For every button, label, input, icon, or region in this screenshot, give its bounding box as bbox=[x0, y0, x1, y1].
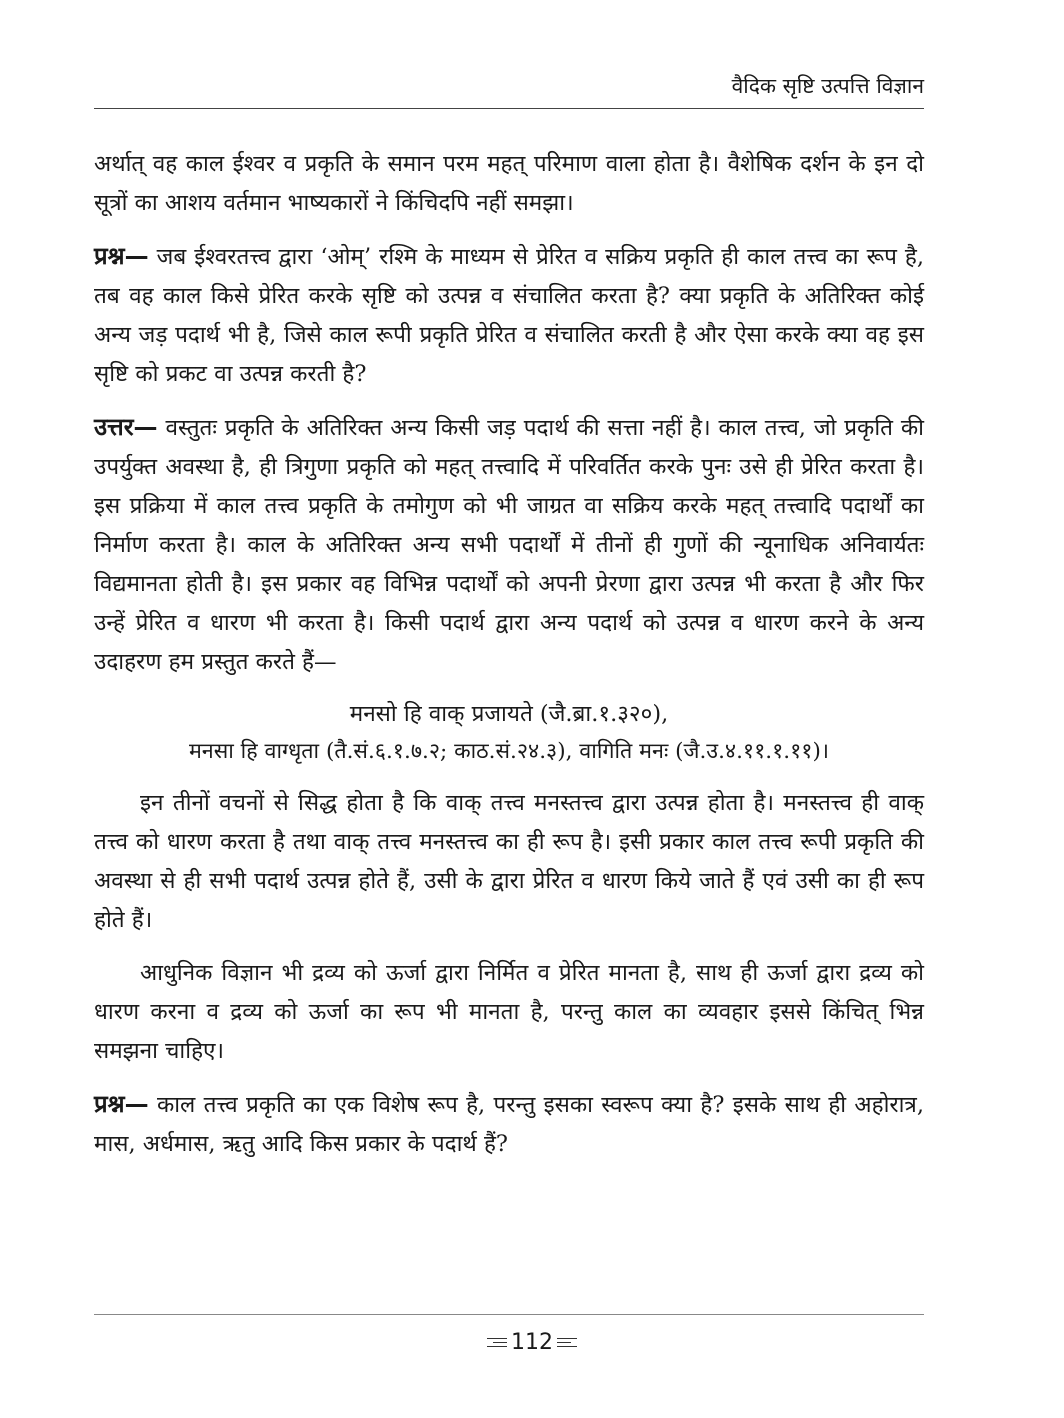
question-2 bbox=[94, 1085, 924, 1164]
answer-1 bbox=[94, 408, 924, 682]
paragraph-1: अर्थात् वह काल ईश्वर व प्रकृति के समान परम महत् परिमाण वाला होता है। वैशेषिक दर्शन के इन दो सूत्रों का आशय वर्तमान भाष्यकारों ने किंचिदपि नहीं समझा। bbox=[94, 151, 924, 216]
answer-text: वस्तुतः प्रकृति के अतिरिक्त अन्य किसी जड़ पदार्थ की सत्ता नहीं है। काल तत्त्व, जो प्रकृति की उपर्युक्त अवस्था है, ही त्रिगुणा प्रकृति को महत् तत्त्वादि में परिवर्तित करके पुनः उसे ही प्रेरित करता है। इस प्रक्रिया में काल तत्त्व प्रकृति के तमोगुण को भी जाग्रत वा सक्रिय करके महत् तत्त्वादि पदार्थों का निर्माण करता है। काल के अतिरिक्त अन्य सभी पदार्थों में तीनों ही गुणों की न्यूनाधिक अनिवार्यतः विद्यमानता होती है। इस प्रकार वह विभिन्न पदार्थों को अपनी प्रेरणा द्वारा उत्पन्न भी करता है और फिर उन्हें प्रेरित व धारण भी करता है। किसी पदार्थ द्वारा अन्य पदार्थ को उत्पन्न व धारण करने के अन्य उदाहरण हम प्रस्तुत करते हैं— bbox=[94, 415, 924, 675]
answer-label: उत्तर— bbox=[94, 413, 158, 441]
verse-line-1: मनसो हि वाक् प्रजायते (जै.ब्रा.१.३२०), bbox=[349, 701, 669, 727]
running-header: वैदिक सृष्टि उत्पत्ति विज्ञान bbox=[731, 74, 924, 98]
page-ornament-right-icon bbox=[557, 1337, 577, 1349]
page-ornament-left-icon bbox=[487, 1337, 507, 1349]
footer-rule bbox=[94, 1314, 924, 1315]
page-body bbox=[94, 145, 924, 1164]
page-footer bbox=[0, 1330, 1064, 1355]
header-rule bbox=[94, 108, 924, 109]
question-text: जब ईश्वरतत्त्व द्वारा ‘ओम्’ रश्मि के माध्यम से प्रेरित व सक्रिय प्रकृति ही काल तत्त्व का रूप है, तब वह काल किसे प्रेरित करके सृष्टि को उत्पन्न व संचालित करता है? क्या प्रकृति के अतिरिक्त कोई अन्य जड़ पदार्थ भी है, जिसे काल रूपी प्रकृति प्रेरित व संचालित करती है और ऐसा करके क्या वह इस सृष्टि को प्रकट वा उत्पन्न करती है? bbox=[94, 244, 924, 387]
verse-line-2: मनसा हि वाग्धृता (तै.सं.६.१.७.२; काठ.सं.२४.३), वागिति मनः (जै.उ.४.११.१.११)। bbox=[188, 739, 830, 764]
page-number: 112 bbox=[511, 1330, 553, 1355]
verse-block bbox=[94, 696, 924, 770]
paragraph-3: आधुनिक विज्ञान भी द्रव्य को ऊर्जा द्वारा निर्मित व प्रेरित मानता है, साथ ही ऊर्जा द्वारा द्रव्य को धारण करना व द्रव्य को ऊर्जा का रूप भी मानता है, परन्तु काल का व्यवहार इससे किंचित् भिन्न समझना चाहिए। bbox=[94, 960, 924, 1064]
question-1 bbox=[94, 237, 924, 394]
question-label: प्रश्न— bbox=[94, 242, 149, 270]
question-label: प्रश्न— bbox=[94, 1090, 149, 1118]
paragraph-2: इन तीनों वचनों से सिद्ध होता है कि वाक् तत्त्व मनस्तत्त्व द्वारा उत्पन्न होता है। मनस्तत्त्व ही वाक् तत्त्व को धारण करता है तथा वाक् तत्त्व मनस्तत्त्व का ही रूप है। इसी प्रकार काल तत्त्व रूपी प्रकृति की अवस्था से ही सभी पदार्थ उत्पन्न होते हैं, उसी के द्वारा प्रेरित व धारण किये जाते हैं एवं उसी का ही रूप होते हैं। bbox=[94, 790, 924, 933]
question-text: काल तत्त्व प्रकृति का एक विशेष रूप है, परन्तु इसका स्वरूप क्या है? इसके साथ ही अहोरात्र, मास, अर्धमास, ऋतु आदि किस प्रकार के पदार्थ हैं? bbox=[94, 1092, 924, 1157]
